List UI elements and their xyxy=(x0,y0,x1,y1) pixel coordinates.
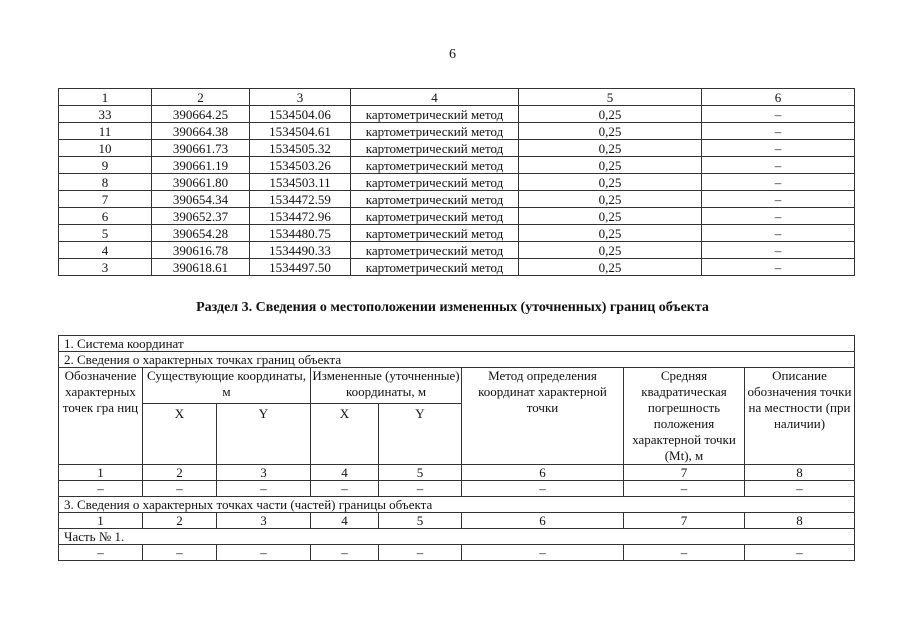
method-cell: картометрический метод xyxy=(351,242,519,259)
column-number: 2 xyxy=(143,465,217,481)
header-existing-coords: Существующие координаты, м xyxy=(143,368,311,404)
empty-cell: – xyxy=(745,545,855,561)
description-cell: – xyxy=(702,191,855,208)
y-coordinate-cell: 1534490.33 xyxy=(250,242,351,259)
mean-error-cell: 0,25 xyxy=(519,191,702,208)
table-row xyxy=(59,174,855,191)
column-number-row xyxy=(59,465,855,481)
empty-cell: – xyxy=(143,481,217,497)
x-coordinate-cell: 390652.37 xyxy=(152,208,250,225)
mean-error-cell: 0,25 xyxy=(519,123,702,140)
x-coordinate-cell: 390664.25 xyxy=(152,106,250,123)
method-cell: картометрический метод xyxy=(351,123,519,140)
point-number-cell: 33 xyxy=(59,106,152,123)
column-number: 6 xyxy=(462,513,624,529)
column-number: 1 xyxy=(59,513,143,529)
empty-data-row xyxy=(59,481,855,497)
empty-cell: – xyxy=(311,481,379,497)
empty-cell: – xyxy=(143,545,217,561)
y-coordinate-cell: 1534472.59 xyxy=(250,191,351,208)
description-cell: – xyxy=(702,106,855,123)
column-number: 6 xyxy=(462,465,624,481)
header-row xyxy=(59,89,855,106)
method-cell: картометрический метод xyxy=(351,106,519,123)
column-number: 3 xyxy=(217,513,311,529)
table-row xyxy=(59,191,855,208)
y-coordinate-cell: 1534472.96 xyxy=(250,208,351,225)
description-cell: – xyxy=(702,157,855,174)
mean-error-cell: 0,25 xyxy=(519,242,702,259)
empty-cell: – xyxy=(217,545,311,561)
points-section-label: 2. Сведения о характерных точках границ объекта xyxy=(59,352,855,368)
column-number: 8 xyxy=(745,465,855,481)
empty-cell: – xyxy=(59,481,143,497)
empty-cell: – xyxy=(462,481,624,497)
empty-cell: – xyxy=(311,545,379,561)
table-row xyxy=(59,225,855,242)
x-coordinate-cell: 390616.78 xyxy=(152,242,250,259)
mean-error-cell: 0,25 xyxy=(519,174,702,191)
x-coordinate-cell: 390661.80 xyxy=(152,174,250,191)
y-coordinate-cell: 1534497.50 xyxy=(250,259,351,276)
column-number: 5 xyxy=(379,513,462,529)
header-designation: Обозначение характерных точек гра ниц xyxy=(59,368,143,465)
table-row xyxy=(59,106,855,123)
x-coordinate-cell: 390654.34 xyxy=(152,191,250,208)
boundary-info-table xyxy=(58,335,855,561)
description-cell: – xyxy=(702,140,855,157)
table-row xyxy=(59,157,855,174)
description-cell: – xyxy=(702,242,855,259)
table-row xyxy=(59,140,855,157)
part-label: Часть № 1. xyxy=(59,529,855,545)
header-description: Описание обозначения точки на местности (при наличии) xyxy=(745,368,855,465)
method-cell: картометрический метод xyxy=(351,191,519,208)
column-number: 4 xyxy=(311,513,379,529)
point-number-cell: 3 xyxy=(59,259,152,276)
column-number: 4 xyxy=(311,465,379,481)
method-cell: картометрический метод xyxy=(351,208,519,225)
coord-system-label: 1. Система координат xyxy=(59,336,855,352)
method-cell: картометрический метод xyxy=(351,140,519,157)
method-cell: картометрический метод xyxy=(351,259,519,276)
column-number: 4 xyxy=(351,89,519,106)
y-coordinate-cell: 1534505.32 xyxy=(250,140,351,157)
header-changed-x: X xyxy=(311,403,379,464)
table-row xyxy=(59,123,855,140)
column-number: 1 xyxy=(59,89,152,106)
header-method: Метод определения координат характерной точки xyxy=(462,368,624,465)
empty-cell: – xyxy=(379,481,462,497)
method-cell: картометрический метод xyxy=(351,157,519,174)
point-number-cell: 5 xyxy=(59,225,152,242)
part-points-section-label: 3. Сведения о характерных точках части (частей) границы объекта xyxy=(59,497,855,513)
method-cell: картометрический метод xyxy=(351,174,519,191)
mean-error-cell: 0,25 xyxy=(519,225,702,242)
column-number: 7 xyxy=(624,465,745,481)
mean-error-cell: 0,25 xyxy=(519,259,702,276)
mean-error-cell: 0,25 xyxy=(519,106,702,123)
point-number-cell: 6 xyxy=(59,208,152,225)
column-number: 6 xyxy=(702,89,855,106)
empty-cell: – xyxy=(462,545,624,561)
column-number: 7 xyxy=(624,513,745,529)
x-coordinate-cell: 390654.28 xyxy=(152,225,250,242)
mean-error-cell: 0,25 xyxy=(519,208,702,225)
header-changed-y: Y xyxy=(379,403,462,464)
empty-data-row xyxy=(59,545,855,561)
header-existing-y: Y xyxy=(217,403,311,464)
point-number-cell: 4 xyxy=(59,242,152,259)
empty-cell: – xyxy=(59,545,143,561)
description-cell: – xyxy=(702,123,855,140)
column-number: 3 xyxy=(217,465,311,481)
column-number: 8 xyxy=(745,513,855,529)
coordinates-table xyxy=(58,88,855,276)
x-coordinate-cell: 390661.73 xyxy=(152,140,250,157)
y-coordinate-cell: 1534504.61 xyxy=(250,123,351,140)
y-coordinate-cell: 1534504.06 xyxy=(250,106,351,123)
column-number: 2 xyxy=(143,513,217,529)
column-number: 5 xyxy=(379,465,462,481)
column-number: 2 xyxy=(152,89,250,106)
empty-cell: – xyxy=(624,481,745,497)
header-existing-x: X xyxy=(143,403,217,464)
mean-error-cell: 0,25 xyxy=(519,140,702,157)
empty-cell: – xyxy=(624,545,745,561)
description-cell: – xyxy=(702,174,855,191)
empty-cell: – xyxy=(745,481,855,497)
table-row xyxy=(59,208,855,225)
description-cell: – xyxy=(702,225,855,242)
point-number-cell: 10 xyxy=(59,140,152,157)
description-cell: – xyxy=(702,259,855,276)
x-coordinate-cell: 390618.61 xyxy=(152,259,250,276)
y-coordinate-cell: 1534503.26 xyxy=(250,157,351,174)
y-coordinate-cell: 1534480.75 xyxy=(250,225,351,242)
empty-cell: – xyxy=(217,481,311,497)
point-number-cell: 9 xyxy=(59,157,152,174)
column-number: 3 xyxy=(250,89,351,106)
section-title: Раздел 3. Сведения о местоположении измененных (уточненных) границ объекта xyxy=(196,300,709,315)
table-row xyxy=(59,242,855,259)
mean-error-cell: 0,25 xyxy=(519,157,702,174)
header-mean-error: Средняя квадратическая погрешность положения характерной точки (Mt), м xyxy=(624,368,745,465)
page-number: 6 xyxy=(449,47,456,62)
method-cell: картометрический метод xyxy=(351,225,519,242)
y-coordinate-cell: 1534503.11 xyxy=(250,174,351,191)
x-coordinate-cell: 390664.38 xyxy=(152,123,250,140)
column-number: 5 xyxy=(519,89,702,106)
point-number-cell: 7 xyxy=(59,191,152,208)
x-coordinate-cell: 390661.19 xyxy=(152,157,250,174)
point-number-cell: 11 xyxy=(59,123,152,140)
point-number-cell: 8 xyxy=(59,174,152,191)
column-number-row xyxy=(59,513,855,529)
table-row xyxy=(59,259,855,276)
empty-cell: – xyxy=(379,545,462,561)
description-cell: – xyxy=(702,208,855,225)
header-changed-coords: Измененные (уточненные) координаты, м xyxy=(311,368,462,404)
column-number: 1 xyxy=(59,465,143,481)
